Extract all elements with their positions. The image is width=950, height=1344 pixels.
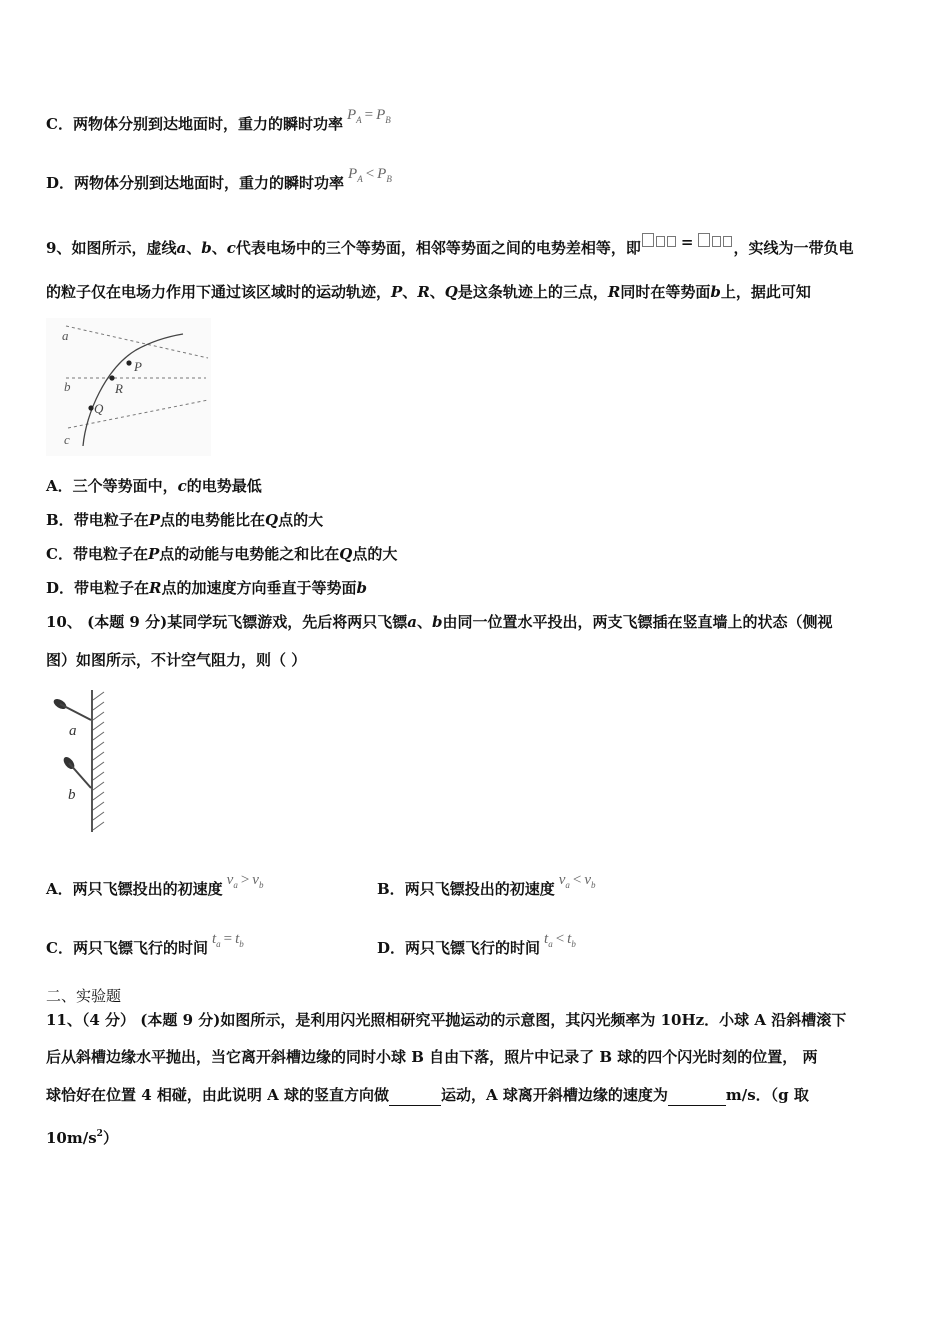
- q11-text: m/s．（g 取: [725, 1086, 809, 1104]
- q10-option-b: [377, 872, 596, 905]
- missing-formula-glyphs: =: [641, 239, 734, 257]
- option-text: 的电势最低: [186, 477, 262, 495]
- q10-darts-figure: [44, 688, 114, 836]
- q8-option-c: [46, 107, 391, 140]
- q9-text: 如图所示，虚线: [71, 239, 177, 257]
- q9-option-c: [46, 544, 397, 564]
- label-q: Q: [94, 401, 104, 416]
- option-label: C．: [46, 545, 73, 563]
- q10-option-a: [46, 872, 264, 905]
- var-b: b: [356, 579, 368, 597]
- option-label: B．: [377, 880, 405, 898]
- q11-stem-line4: [46, 1124, 118, 1148]
- section-title: 二、实验题: [46, 987, 122, 1005]
- label-p: P: [134, 359, 142, 374]
- q10-text: 由同一位置水平投出，两支飞镖插在竖直墙上的状态（侧视: [442, 613, 833, 631]
- q9-text: 上，据此可知: [720, 283, 811, 301]
- separator: 、: [429, 283, 445, 301]
- q9-number: 9、: [46, 239, 72, 257]
- label-a: a: [62, 328, 69, 343]
- q11-text: ）: [102, 1129, 118, 1147]
- option-text: 点的动能与电势能之和比在: [159, 545, 340, 563]
- label-r: R: [115, 381, 123, 396]
- q10-option-d: [377, 931, 576, 964]
- separator: 、: [186, 239, 202, 257]
- var-b: b: [710, 283, 721, 301]
- var-R: R: [149, 579, 162, 597]
- separator: 、: [402, 283, 418, 301]
- wall-hatching: [93, 692, 104, 830]
- q11-number: 11、: [46, 1011, 82, 1029]
- option-text: 带电粒子在: [74, 579, 150, 597]
- q11-text: 球恰好在位置 4 相碰，由此说明 A 球的竖直方向做: [46, 1086, 389, 1104]
- var-P: P: [148, 511, 160, 529]
- var-c: c: [226, 239, 236, 257]
- answer-blank-2[interactable]: [668, 1085, 726, 1106]
- option-label: D．: [377, 939, 406, 957]
- option-text: 点的电势能比在: [159, 511, 265, 529]
- q8-option-d-formula: $P_A < P_B$: [348, 166, 392, 184]
- option-label: C．: [46, 939, 73, 957]
- option-text: 点的加速度方向垂直于等势面: [161, 579, 357, 597]
- var-b: b: [201, 239, 212, 257]
- q10-option-b-formula: $v_a < v_b$: [558, 872, 596, 890]
- point-q-dot: [88, 405, 93, 410]
- q9-equipotential-figure: [46, 318, 211, 456]
- q10-number: 10、: [46, 613, 82, 631]
- q11-text: 10m/s: [46, 1129, 97, 1147]
- option-label: B．: [46, 511, 74, 529]
- var-b: b: [431, 613, 443, 631]
- q11-text: 后从斜槽边缘水平抛出，当它离开斜槽边缘的同时小球 B 自由下落，照片中记录了 B 球的四个闪光时刻的位置， 两: [46, 1048, 818, 1066]
- option-text: 带电粒子在: [72, 545, 148, 563]
- q9-stem-line1: [46, 232, 853, 258]
- var-a: a: [407, 613, 417, 631]
- var-P: P: [391, 283, 403, 301]
- var-Q: Q: [339, 545, 353, 563]
- q9-text: 是这条轨迹上的三点，: [457, 283, 608, 301]
- label-a: a: [69, 723, 77, 739]
- q10-option-c-formula: $t_a = t_b$: [211, 931, 244, 949]
- q9-text: ，实线为一带负电: [733, 239, 854, 257]
- var-Q: Q: [265, 511, 279, 529]
- var-R: R: [607, 283, 621, 301]
- q10-option-c: [46, 931, 244, 964]
- superscript: 2: [96, 1129, 103, 1139]
- option-label: D．: [46, 579, 75, 597]
- q9-option-b: [46, 510, 323, 530]
- q10-score: (本题 9 分): [87, 613, 168, 631]
- q11-stem-line2: [46, 1047, 817, 1067]
- point-p-dot: [126, 360, 131, 365]
- option-text: 两只飞镖飞行的时间: [72, 939, 208, 957]
- label-c: c: [64, 432, 70, 447]
- point-r-dot: [109, 375, 114, 380]
- var-a: a: [176, 239, 187, 257]
- q9-option-a: [46, 476, 262, 496]
- q10-text: 某同学玩飞镖游戏，先后将两只飞镖: [167, 613, 408, 631]
- option-text: 点的大: [278, 511, 324, 529]
- q10-text: 图）如图所示，不计空气阻力，则（ ）: [46, 651, 307, 669]
- q8-option-d-text: 两物体分别到达地面时，重力的瞬时功率: [74, 174, 345, 192]
- q8-option-c-label: C．: [46, 115, 73, 133]
- var-Q: Q: [444, 283, 458, 301]
- var-c: c: [177, 477, 187, 495]
- q11-stem-line1: [46, 1010, 846, 1030]
- q9-stem-line2: [46, 282, 811, 302]
- q8-option-c-text: 两物体分别到达地面时，重力的瞬时功率: [72, 115, 343, 133]
- q11-text: 如图所示，是利用闪光照相研究平抛运动的示意图，其闪光频率为 10Hz．小球 A 沿斜槽滚下: [220, 1011, 847, 1029]
- q11-text: 运动，A 球离开斜槽边缘的速度为: [440, 1086, 668, 1104]
- q9-text: 代表电场中的三个等势面，相邻等势面之间的电势差相等，即: [235, 239, 641, 257]
- q11-points: （4 分）: [81, 1011, 136, 1029]
- option-text: 三个等势面中，: [72, 477, 178, 495]
- var-R: R: [417, 283, 430, 301]
- q9-text: 的粒子仅在电场力作用下通过该区域时的运动轨迹，: [46, 283, 392, 301]
- q10-option-d-formula: $t_a < t_b$: [544, 931, 576, 949]
- q10-option-a-formula: $v_a > v_b$: [226, 872, 264, 890]
- option-label: A．: [46, 880, 73, 898]
- label-b: b: [68, 787, 76, 803]
- option-text: 两只飞镖投出的初速度: [72, 880, 223, 898]
- option-text: 两只飞镖投出的初速度: [404, 880, 555, 898]
- dart-a: [52, 697, 91, 720]
- q10-stem-line2: [46, 650, 306, 670]
- separator: 、: [211, 239, 227, 257]
- option-text: 两只飞镖飞行的时间: [405, 939, 541, 957]
- q10-stem-line1: [46, 612, 832, 632]
- option-label: A．: [46, 477, 73, 495]
- option-text: 点的大: [352, 545, 398, 563]
- separator: 、: [416, 613, 432, 631]
- q8-option-c-formula: $P_A = P_B$: [346, 107, 391, 125]
- q9-option-d: [46, 578, 367, 598]
- label-b: b: [64, 379, 71, 394]
- dart-b: [62, 755, 91, 788]
- q8-option-d-label: D．: [46, 174, 75, 192]
- q9-text: 同时在等势面: [620, 283, 711, 301]
- var-P: P: [147, 545, 160, 563]
- q11-stem-line3: [46, 1085, 809, 1106]
- answer-blank-1[interactable]: [389, 1085, 441, 1106]
- q11-score: (本题 9 分): [140, 1011, 221, 1029]
- option-text: 带电粒子在: [73, 511, 149, 529]
- q8-option-d: [46, 166, 392, 199]
